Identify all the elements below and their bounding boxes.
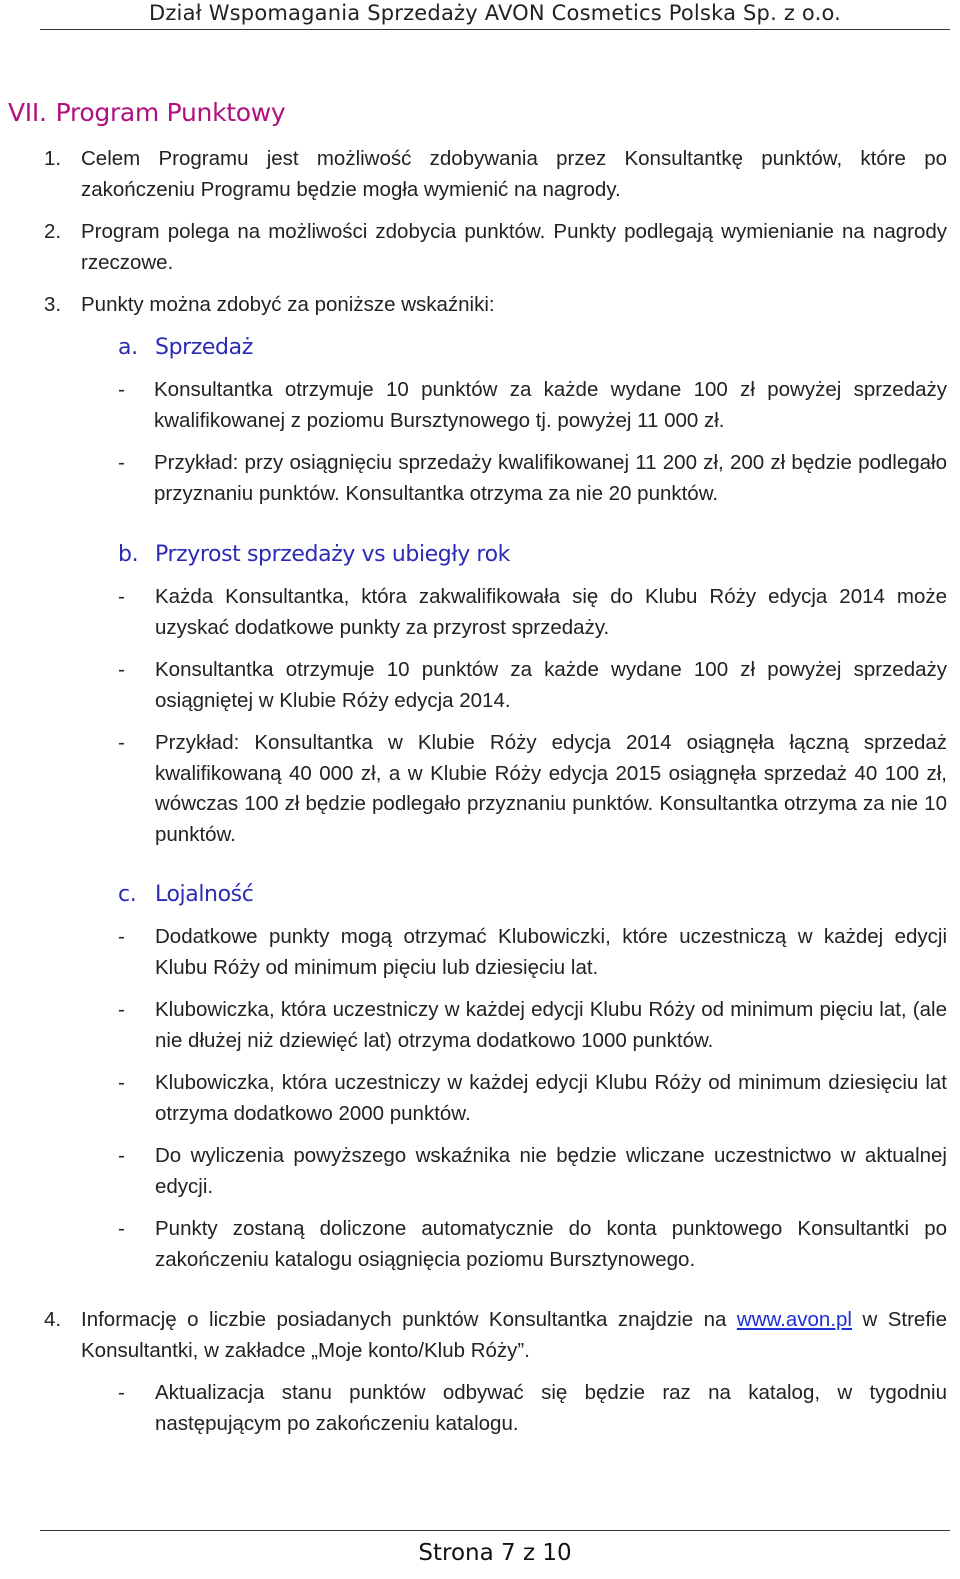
list-item-text: Program polega na możliwości zdobycia punktów. Punkty podlegają wymienianie na nagrody rzeczowe. bbox=[81, 220, 947, 274]
dash-marker: - bbox=[118, 1217, 125, 1240]
bullet-text: Konsultantka otrzymuje 10 punktów za każde wydane 100 zł powyżej sprzedaży osiągniętej w Klubie Róży edycja 2014. bbox=[155, 658, 947, 712]
list-marker: 2. bbox=[44, 220, 62, 243]
dash-marker: - bbox=[118, 998, 125, 1021]
dash-marker: - bbox=[118, 731, 125, 754]
list-item-text: Punkty można zdobyć za poniższe wskaźniki: bbox=[81, 293, 495, 316]
page-header: Dział Wspomagania Sprzedaży AVON Cosmetics Polska Sp. z o.o. bbox=[40, 0, 950, 30]
list-marker: 1. bbox=[44, 147, 62, 170]
page-number: Strona 7 z 10 bbox=[418, 1540, 572, 1566]
dash-marker: - bbox=[118, 1144, 125, 1167]
subsection-title-sales: a. Sprzedaż bbox=[155, 333, 253, 363]
footer-divider bbox=[40, 1530, 950, 1531]
subsection-letter: b. bbox=[118, 542, 139, 567]
bullet-text: Do wyliczenia powyższego wskaźnika nie będzie wliczane uczestnictwo w aktualnej edycji. bbox=[155, 1144, 947, 1198]
bullet-text: Aktualizacja stanu punktów odbywać się będzie raz na katalog, w tygodniu następującym po zakończeniu katalogu. bbox=[155, 1381, 947, 1435]
section-title-text: Program Punktowy bbox=[55, 98, 286, 127]
dash-marker: - bbox=[118, 1381, 125, 1404]
dash-marker: - bbox=[118, 925, 125, 948]
bullet-text: Klubowiczka, która uczestniczy w każdej edycji Klubu Róży od minimum pięciu lat, (ale nie dłużej niż dziewięć lat) otrzyma dodatkowo 1000 punktów. bbox=[155, 998, 947, 1052]
bullet-text: Klubowiczka, która uczestniczy w każdej edycji Klubu Róży od minimum dziesięciu lat otrzyma dodatkowo 2000 punktów. bbox=[155, 1071, 947, 1125]
bullet-text: Przykład: przy osiągnięciu sprzedaży kwalifikowanej 11 200 zł, 200 zł będzie podlegało przyznaniu punktów. Konsultantka otrzyma za nie 20 punktów. bbox=[154, 451, 947, 505]
avon-website-link[interactable]: www.avon.pl bbox=[736, 1308, 852, 1331]
bullet-text: Konsultantka otrzymuje 10 punktów za każde wydane 100 zł powyżej sprzedaży kwalifikowanej z poziomu Bursztynowego tj. powyżej 11 000 zł. bbox=[154, 378, 947, 432]
subsection-letter: c. bbox=[118, 882, 137, 907]
dash-marker: - bbox=[118, 451, 125, 474]
list-item-text: Informację o liczbie posiadanych punktów Konsultantka znajdzie na www.avon.pl w Strefie Konsultantki, w zakładce „Moje konto/Klub Róży”. bbox=[81, 1308, 947, 1362]
bullet-text: Przykład: Konsultantka w Klubie Róży edycja 2014 osiągnęła łączną sprzedaż kwalifikowaną 40 000 zł, a w Klubie Róży edycja 2015 osiągnęła sprzedaż 40 100 zł, wówczas 100 zł będzie podlegało przyznaniu punktów. Konsultantka otrzyma za nie 10 punktów. bbox=[155, 731, 947, 846]
dash-marker: - bbox=[118, 378, 125, 401]
list-item-text: Celem Programu jest możliwość zdobywania przez Konsultantkę punktów, które po zakończeniu Programu będzie mogła wymienić na nagrody. bbox=[81, 147, 947, 201]
subsection-title-loyalty: c. Lojalność bbox=[155, 880, 253, 910]
dash-marker: - bbox=[118, 585, 125, 608]
dash-marker: - bbox=[118, 658, 125, 681]
bullet-text: Dodatkowe punkty mogą otrzymać Klubowiczki, które uczestniczą w każdej edycji Klubu Róży od minimum pięciu lub dziesięciu lat. bbox=[155, 925, 947, 979]
bullet-text: Punkty zostaną doliczone automatycznie do konta punktowego Konsultantki po zakończeniu katalogu osiągnięcia poziomu Bursztynowego. bbox=[155, 1217, 947, 1271]
bullet-text: Każda Konsultantka, która zakwalifikowała się do Klubu Róży edycja 2014 może uzyskać dodatkowe punkty za przyrost sprzedaży. bbox=[155, 585, 947, 639]
list-marker: 4. bbox=[44, 1308, 62, 1331]
section-title bbox=[8, 98, 285, 127]
subsection-letter: a. bbox=[118, 335, 138, 360]
section-number: VII. bbox=[8, 98, 47, 127]
dash-marker: - bbox=[118, 1071, 125, 1094]
list-marker: 3. bbox=[44, 293, 62, 316]
subsection-title-growth: b. Przyrost sprzedaży vs ubiegły rok bbox=[155, 540, 510, 570]
